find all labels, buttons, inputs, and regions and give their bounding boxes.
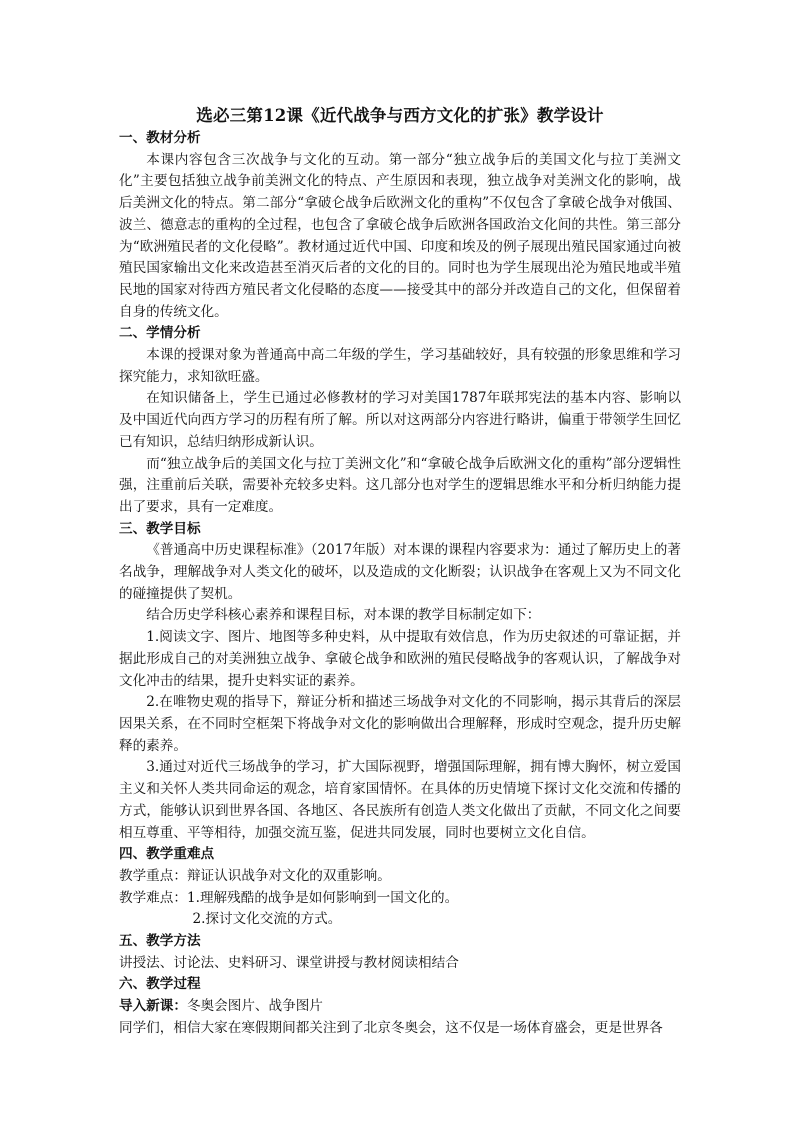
paragraph: 结合历史学科核心素养和课程目标，对本课的教学目标制定如下： [146,607,541,624]
section-heading-teaching-methods: 五、教学方法 [119,933,201,950]
page-title: 选必三第12课《近代战争与西方文化的扩张》教学设计 [196,106,604,125]
paragraph: 讲授法、讨论法、史料研习、课堂讲授与教材阅读相结合 [119,954,459,971]
goal-item: 2.在唯物史观的指导下，辩证分析和描述三场战争对文化的不同影响，揭示其背后的深层因果关系，在不同时空框架下将战争对文化的影响做出合理解释，形成时空观念，提升历史解释的素养。 [119,694,681,754]
paragraph: 同学们，相信大家在寒假期间都关注到了北京冬奥会，这不仅是一场体育盛会，更是世界各 [119,1019,663,1036]
paragraph [119,996,681,1018]
paragraph: 教学重点：辩证认识战争对文化的双重影响。 [119,867,391,884]
section-heading-teaching-goals: 三、教学目标 [119,520,201,537]
goal-item: 3.通过对近代三场战争的学习，扩大国际视野，增强国际理解，拥有博大胸怀，树立爱国主义和关怀人类共同命运的观念，培育家国情怀。在具体的历史情境下探讨文化交流和传播的方式，能够认识到世界各国、各地区、各民族所有创造人类文化做出了贡献，不同文化之间要相互尊重、平等相待，加强交流互鉴，促进共同发展，同时也要树立文化自信。 [119,759,681,841]
paragraph: 教学难点：1.理解残酷的战争是如何影响到一国文化的。 [119,889,459,906]
section-heading-textbook-analysis: 一、教材分析 [119,130,201,146]
paragraph: 《普通高中历史课程标准》（2017年版）对本课的课程内容要求为：通过了解历史上的著名战争，理解战争对人类文化的破坏，以及造成的文化断裂；认识战争在客观上又为不同文化的碰撞提供了契机。 [119,542,681,602]
intro-text: 冬奥会图片、战争图片 [186,998,323,1015]
paragraph: 而“独立战争后的美国文化与拉丁美洲文化”和“拿破仑战争后欧洲文化的重构”部分逻辑性强，注重前后关联，需要补充较多史料。这几部分也对学生的逻辑思维水平和分析归纳能力提出了要求，具有一定难度。 [119,455,681,515]
paragraph: 2.探讨文化交流的方式。 [192,911,342,928]
paragraph: 本课内容包含三次战争与文化的互动。第一部分“独立战争后的美国文化与拉丁美洲文化”主要包括独立战争前美洲文化的特点、产生原因和表现，独立战争对美洲文化的影响，战后美洲文化的特点。第二部分“拿破仑战争后欧洲文化的重构”不仅包含了拿破仑战争对俄国、波兰、德意志的重构的全过程，也包含了拿破仑战争后欧洲各国政治文化间的共性。第三部分为“欧洲殖民者的文化侵略”。教材通过近代中国、印度和埃及的例子展现出殖民国家通过向被殖民国家输出文化来改造甚至消灭后者的文化的目的。同时也为学生展现出沦为殖民地或半殖民地的国家对待西方殖民者文化侵略的态度——接受其中的部分并改造自己的文化，但保留着自身的传统文化。 [119,151,681,320]
document-body [119,104,681,1040]
paragraph: 本课的授课对象为普通高中高二年级的学生，学习基础较好，具有较强的形象思维和学习探究能力，求知欲旺盛。 [119,347,681,385]
goal-item: 1.阅读文字、图片、地图等多种史料，从中提取有效信息，作为历史叙述的可靠证据，并据此形成自己的对美洲独立战争、拿破仑战争和欧洲的殖民侵略战争的客观认识，了解战争对文化冲击的结果，提升史料实证的素养。 [119,629,681,689]
intro-label: 导入新课： [119,998,187,1015]
section-heading-key-points: 四、教学重难点 [119,846,215,863]
section-heading-student-analysis: 二、学情分析 [119,325,201,342]
section-heading-teaching-process: 六、教学过程 [119,976,201,993]
paragraph: 在知识储备上，学生已通过必修教材的学习对美国1787年联邦宪法的基本内容、影响以及中国近代向西方学习的历程有所了解。所以对这两部分内容进行略讲，偏重于带领学生回忆已有知识，总结归纳形成新认识。 [119,390,681,450]
